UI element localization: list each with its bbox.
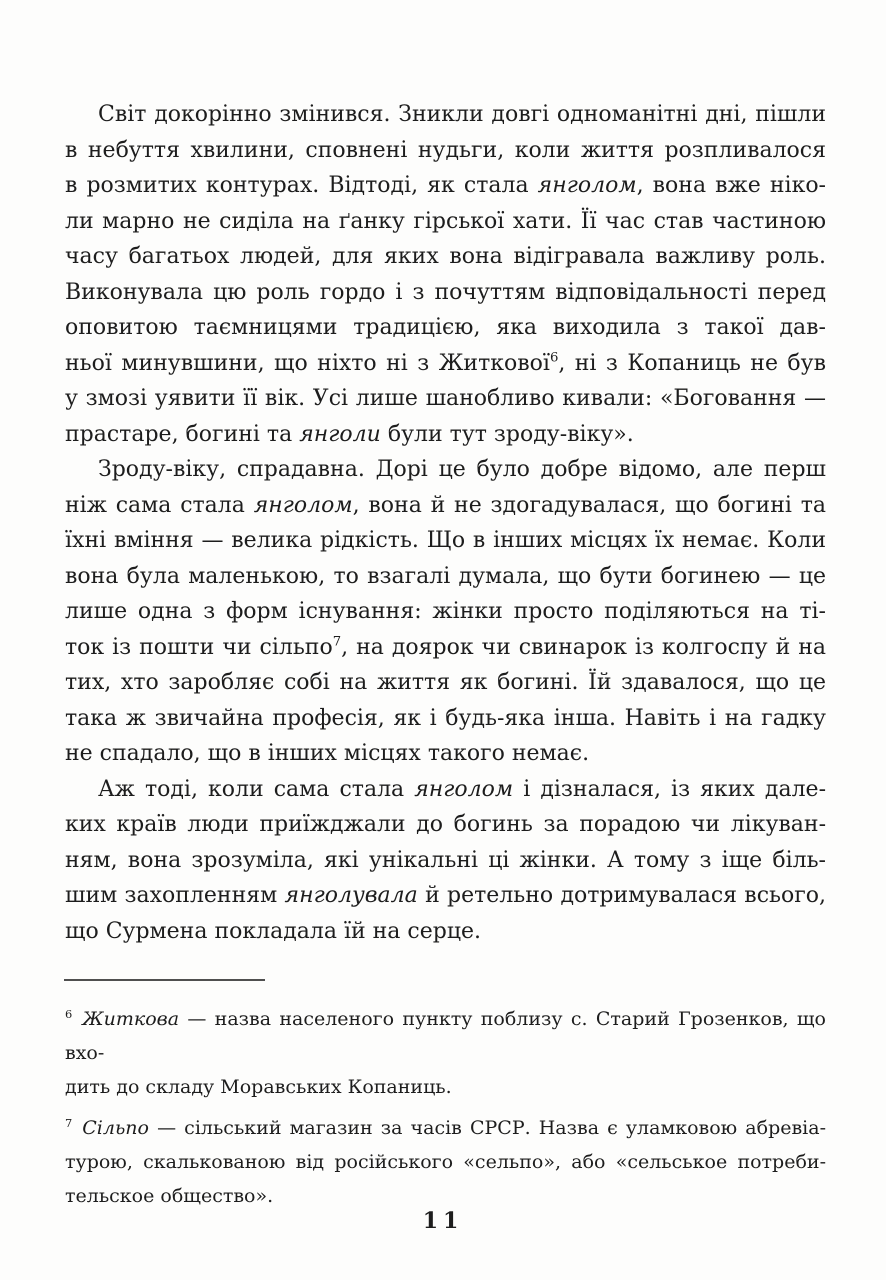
footnote-marker: 7: [332, 634, 342, 650]
text-line: [65, 701, 826, 737]
text-line: [65, 878, 826, 914]
text-run: ням, вона зрозуміла, які унікальні ці жінки. А тому з іще біль-: [65, 847, 826, 873]
text-line: [65, 665, 826, 701]
italic-text-run: Житкова: [82, 1008, 180, 1030]
text-run: і дізналася, із яких дале-: [513, 776, 826, 802]
text-run: й ретельно дотримувалася всього,: [417, 883, 826, 908]
text-line: [65, 523, 826, 559]
footnote-marker: 7: [65, 1115, 73, 1130]
footnote-line: [65, 1002, 826, 1070]
text-line: [65, 168, 826, 204]
text-run: ток із пошти чи сільпо: [65, 634, 333, 660]
paragraph: [65, 97, 826, 452]
text-run: , на доярок чи свинарок із колгоспу й на: [341, 634, 826, 660]
footnote-line: [65, 1111, 826, 1145]
text-run: — сільський магазин за часів СРСР. Назва є уламковою абревіа-: [148, 1117, 826, 1139]
text-run: , вона вже ніко-: [636, 173, 826, 198]
paragraph: [65, 452, 826, 772]
text-line: [65, 417, 826, 453]
footnote-line: [65, 1070, 826, 1104]
text-run: , вона й не здогадувалася, що богині та: [352, 492, 826, 518]
text-line: [65, 310, 826, 346]
text-run: Зроду-віку, спрадавна. Дорі це було добре відомо, але перш: [98, 457, 826, 482]
text-line: [65, 452, 826, 488]
footnote: [65, 1002, 826, 1104]
text-line: [65, 97, 826, 133]
text-line: [65, 914, 826, 950]
text-run: у змозі уявити її вік. Усі лише шанобливо кивали: «Боговання —: [65, 386, 826, 411]
italic-text-run: янголом: [253, 492, 353, 518]
text-run: часу багатьох людей, для яких вона відігравала важливу роль.: [65, 244, 826, 269]
footnote-line: [65, 1145, 826, 1179]
text-line: [65, 381, 826, 417]
text-line: [65, 594, 826, 630]
text-run: що Сурмена покладала їй на серце.: [65, 918, 482, 944]
text-run: оповитою таємницями традицією, яка виходила з такої дав-: [65, 315, 826, 340]
text-run: Виконувала цю роль гордо і з почуттям відповідальності перед: [65, 279, 826, 305]
text-line: [65, 559, 826, 595]
text-run: ких країв люди приїжджали до богинь за порадою чи лікуван-: [65, 812, 826, 837]
text-run: ньої минувшини, що ніхто ні з Житкової: [65, 350, 550, 376]
text-line: [65, 346, 826, 382]
text-run: тих, хто заробляє собі на життя як богині. Їй здавалося, що це: [65, 670, 826, 695]
text-line: [65, 736, 826, 772]
footnote-marker: 6: [65, 1006, 73, 1021]
footnote-marker: 6: [549, 350, 559, 366]
text-line: [65, 239, 826, 275]
text-run: дить до складу Моравських Копаниць.: [65, 1076, 452, 1098]
text-run: не спадало, що в інших місцях такого немає.: [65, 741, 590, 766]
text-run: , ні з Копаниць не був: [558, 350, 827, 376]
text-line: [65, 275, 826, 311]
italic-text-run: Сільпо: [82, 1117, 149, 1139]
text-run: Аж тоді, коли сама стала: [98, 776, 415, 802]
text-run: така ж звичайна професія, як і будь-яка інша. Навіть і на гадку: [65, 705, 826, 731]
text-run: в розмитих контурах. Відтоді, як стала: [65, 173, 538, 198]
text-run: прастаре, богині та: [65, 421, 300, 447]
footnote: [65, 1111, 826, 1213]
text-run: в небуття хвилини, сповнені нудьги, коли життя розпливалося: [65, 137, 826, 163]
page-number: 11: [422, 1208, 464, 1234]
text-run: їхні вміння — велика рідкість. Що в інших місцях їх немає. Коли: [65, 528, 826, 553]
text-line: [65, 204, 826, 240]
italic-text-run: янголом: [414, 776, 514, 802]
text-run: ли марно не сиділа на ґанку гірської хати. Її час став частиною: [65, 208, 826, 234]
text-line: [65, 133, 826, 169]
text-run: вона була маленькою, то взагалі думала, що бути богинею — це: [65, 563, 826, 589]
text-run: — назва населеного пункту поблизу с. Старий Грозенков, що вхо-: [65, 1008, 826, 1064]
body-text: [65, 97, 826, 949]
text-run: лише одна з форм існування: жінки просто поділяються на ті-: [65, 599, 826, 624]
text-run: ніж сама стала: [65, 492, 254, 518]
text-line: [65, 807, 826, 843]
text-line: [65, 488, 826, 524]
paragraph: [65, 772, 826, 950]
text-line: [65, 843, 826, 879]
text-run: Світ докорінно змінився. Зникли довгі одноманітні дні, пішли: [98, 102, 826, 127]
text-line: [65, 630, 826, 666]
footnotes: [65, 1002, 826, 1220]
footnote-separator: [64, 979, 265, 981]
text-run: тельское общество».: [65, 1185, 274, 1207]
text-run: шим захопленням: [65, 883, 285, 908]
italic-text-run: янголом: [537, 173, 637, 198]
text-run: були тут зроду-віку».: [380, 421, 634, 447]
italic-text-run: янголи: [299, 421, 381, 447]
italic-text-run: янголувала: [284, 883, 418, 908]
text-run: турою, скалькованою від російського «сельпо», або «сельськое потреби-: [65, 1151, 826, 1173]
text-line: [65, 772, 826, 808]
